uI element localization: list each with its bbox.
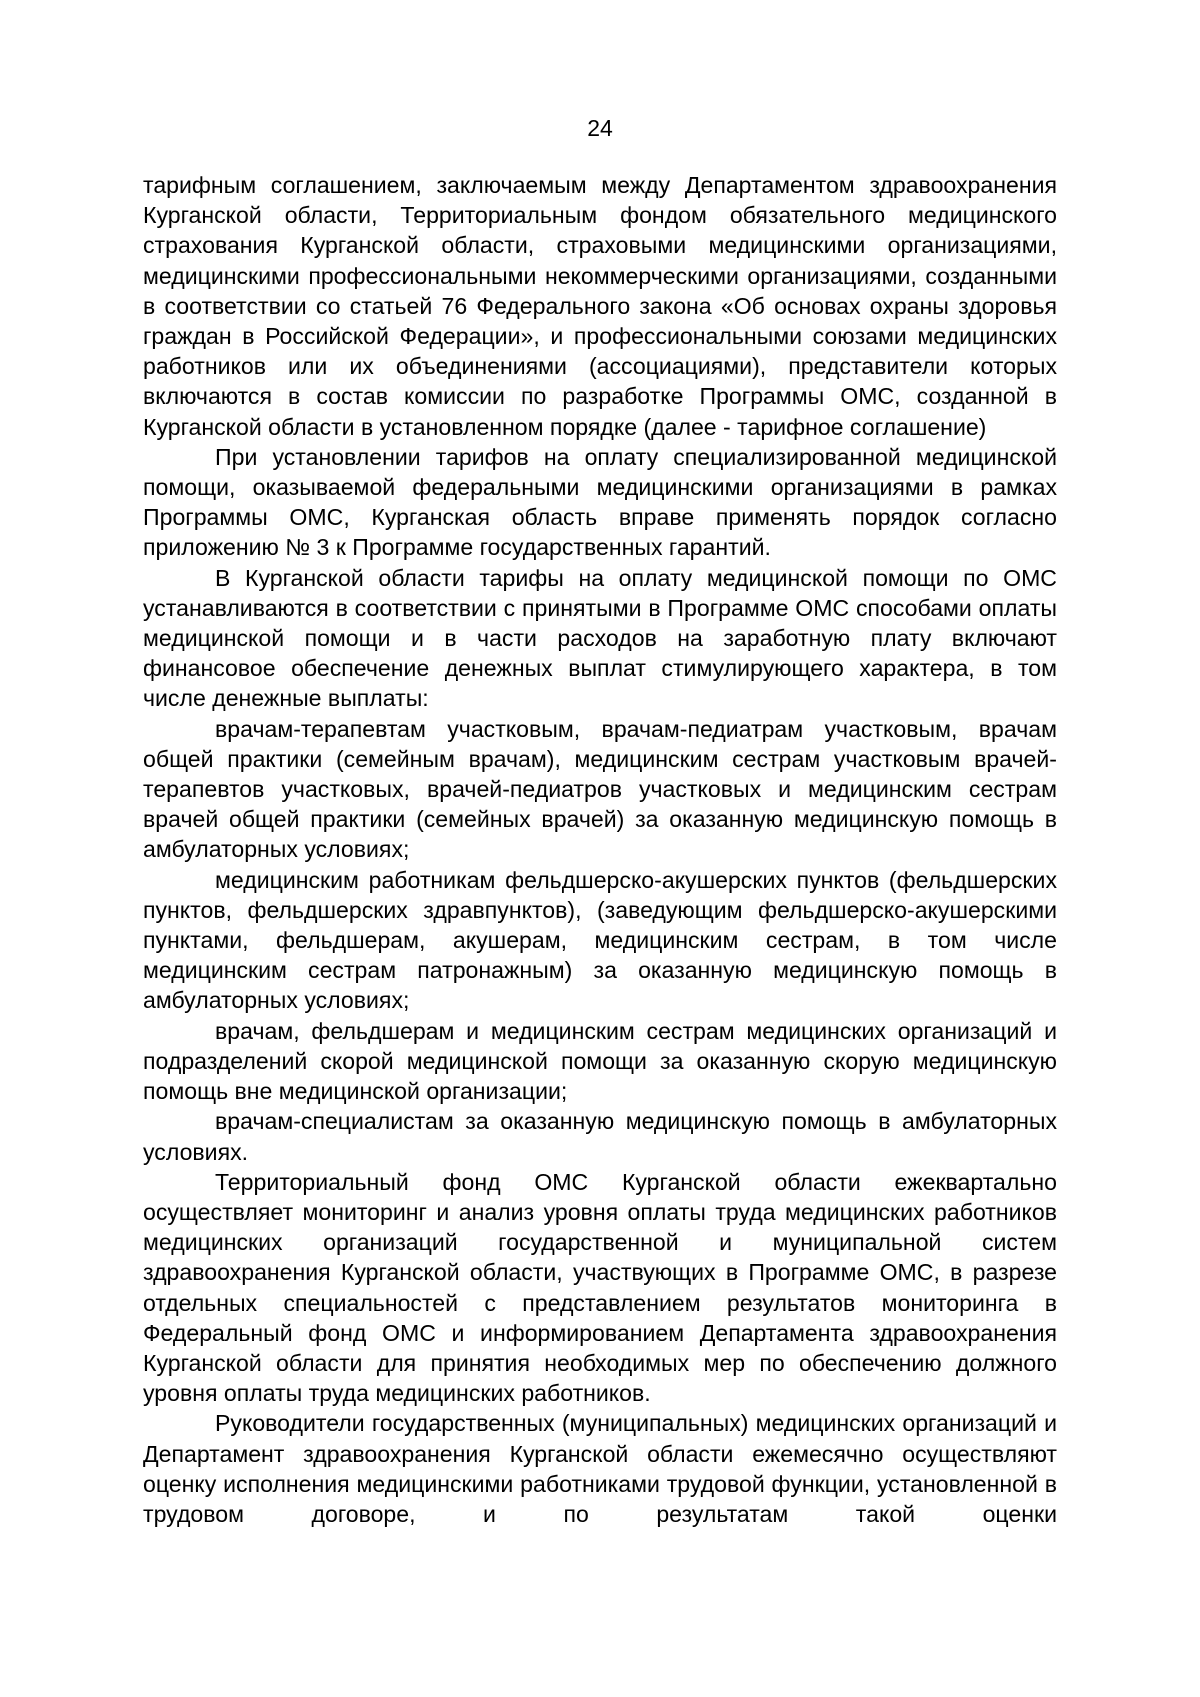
document-body: [143, 170, 1057, 1529]
list-item-district-doctors: врачам-терапевтам участковым, врачам-педиатрам участковым, врачам общей практики (семейным врачам), медицинским сестрам участковым врачей-терапевтов участковых, врачей-педиатров участковых и медицинским сестрам врачей общей практики (семейных врачей) за оказанную медицинскую помощь в амбулаторных условиях;: [143, 715, 1057, 863]
list-item-ambulance: врачам, фельдшерам и медицинским сестрам медицинских организаций и подразделений скорой медицинской помощи за оказанную скорую медицинскую помощь вне медицинской организации;: [143, 1017, 1057, 1105]
paragraph-tariffs-payments: В Курганской области тарифы на оплату медицинской помощи по ОМС устанавливаются в соответствии с принятыми в Программе ОМС способами оплаты медицинской помощи и в части расходов на заработную плату включают финансовое обеспечение денежных выплат стимулирующего характера, в том числе денежные выплаты:: [143, 564, 1057, 712]
paragraph-monitoring: Территориальный фонд ОМС Курганской области ежеквартально осуществляет мониторинг и анализ уровня оплаты труда медицинских работников медицинских организаций государственной и муниципальной систем здравоохранения Курганской области, участвующих в Программе ОМС, в разрезе отдельных специальностей с представлением результатов мониторинга в Федеральный фонд ОМС и информированием Департамента здравоохранения Курганской области для принятия необходимых мер по обеспечению должного уровня оплаты труда медицинских работников.: [143, 1168, 1057, 1407]
paragraph-heads-assessment: Руководители государственных (муниципальных) медицинских организаций и Департамент здравоохранения Курганской области ежемесячно осуществляют оценку исполнения медицинскими работниками трудовой функции, установленной в трудовом договоре, и по результатам такой оценки: [143, 1410, 1057, 1527]
paragraph-tariff-agreement: тарифным соглашением, заключаемым между Департаментом здравоохранения Курганской области, Территориальным фондом обязательного медицинского страхования Курганской области, страховыми медицинскими организациями, медицинскими профессиональными некоммерческими организациями, созданными в соответствии со статьей 76 Федерального закона «Об основах охраны здоровья граждан в Российской Федерации», и профессиональными союзами медицинских работников или их объединениями (ассоциациями), представители которых включаются в состав комиссии по разработке Программы ОМС, созданной в Курганской области в установленном порядке (далее - тарифное соглашение): [143, 172, 1057, 440]
page-number: 24: [587, 115, 613, 141]
paragraph-federal-organizations: При установлении тарифов на оплату специализированной медицинской помощи, оказываемой федеральными медицинскими организациями в рамках Программы ОМС, Курганская область вправе применять порядок согласно приложению № 3 к Программе государственных гарантий.: [143, 443, 1057, 561]
list-item-feldsher-posts: медицинским работникам фельдшерско-акушерских пунктов (фельдшерских пунктов, фельдшерских здравпунктов), (заведующим фельдшерско-акушерскими пунктами, фельдшерам, акушерам, медицинским сестрам, в том числе медицинским сестрам патронажным) за оказанную медицинскую помощь в амбулаторных условиях;: [143, 866, 1057, 1014]
list-item-specialists: врачам-специалистам за оказанную медицинскую помощь в амбулаторных условиях.: [143, 1108, 1057, 1165]
